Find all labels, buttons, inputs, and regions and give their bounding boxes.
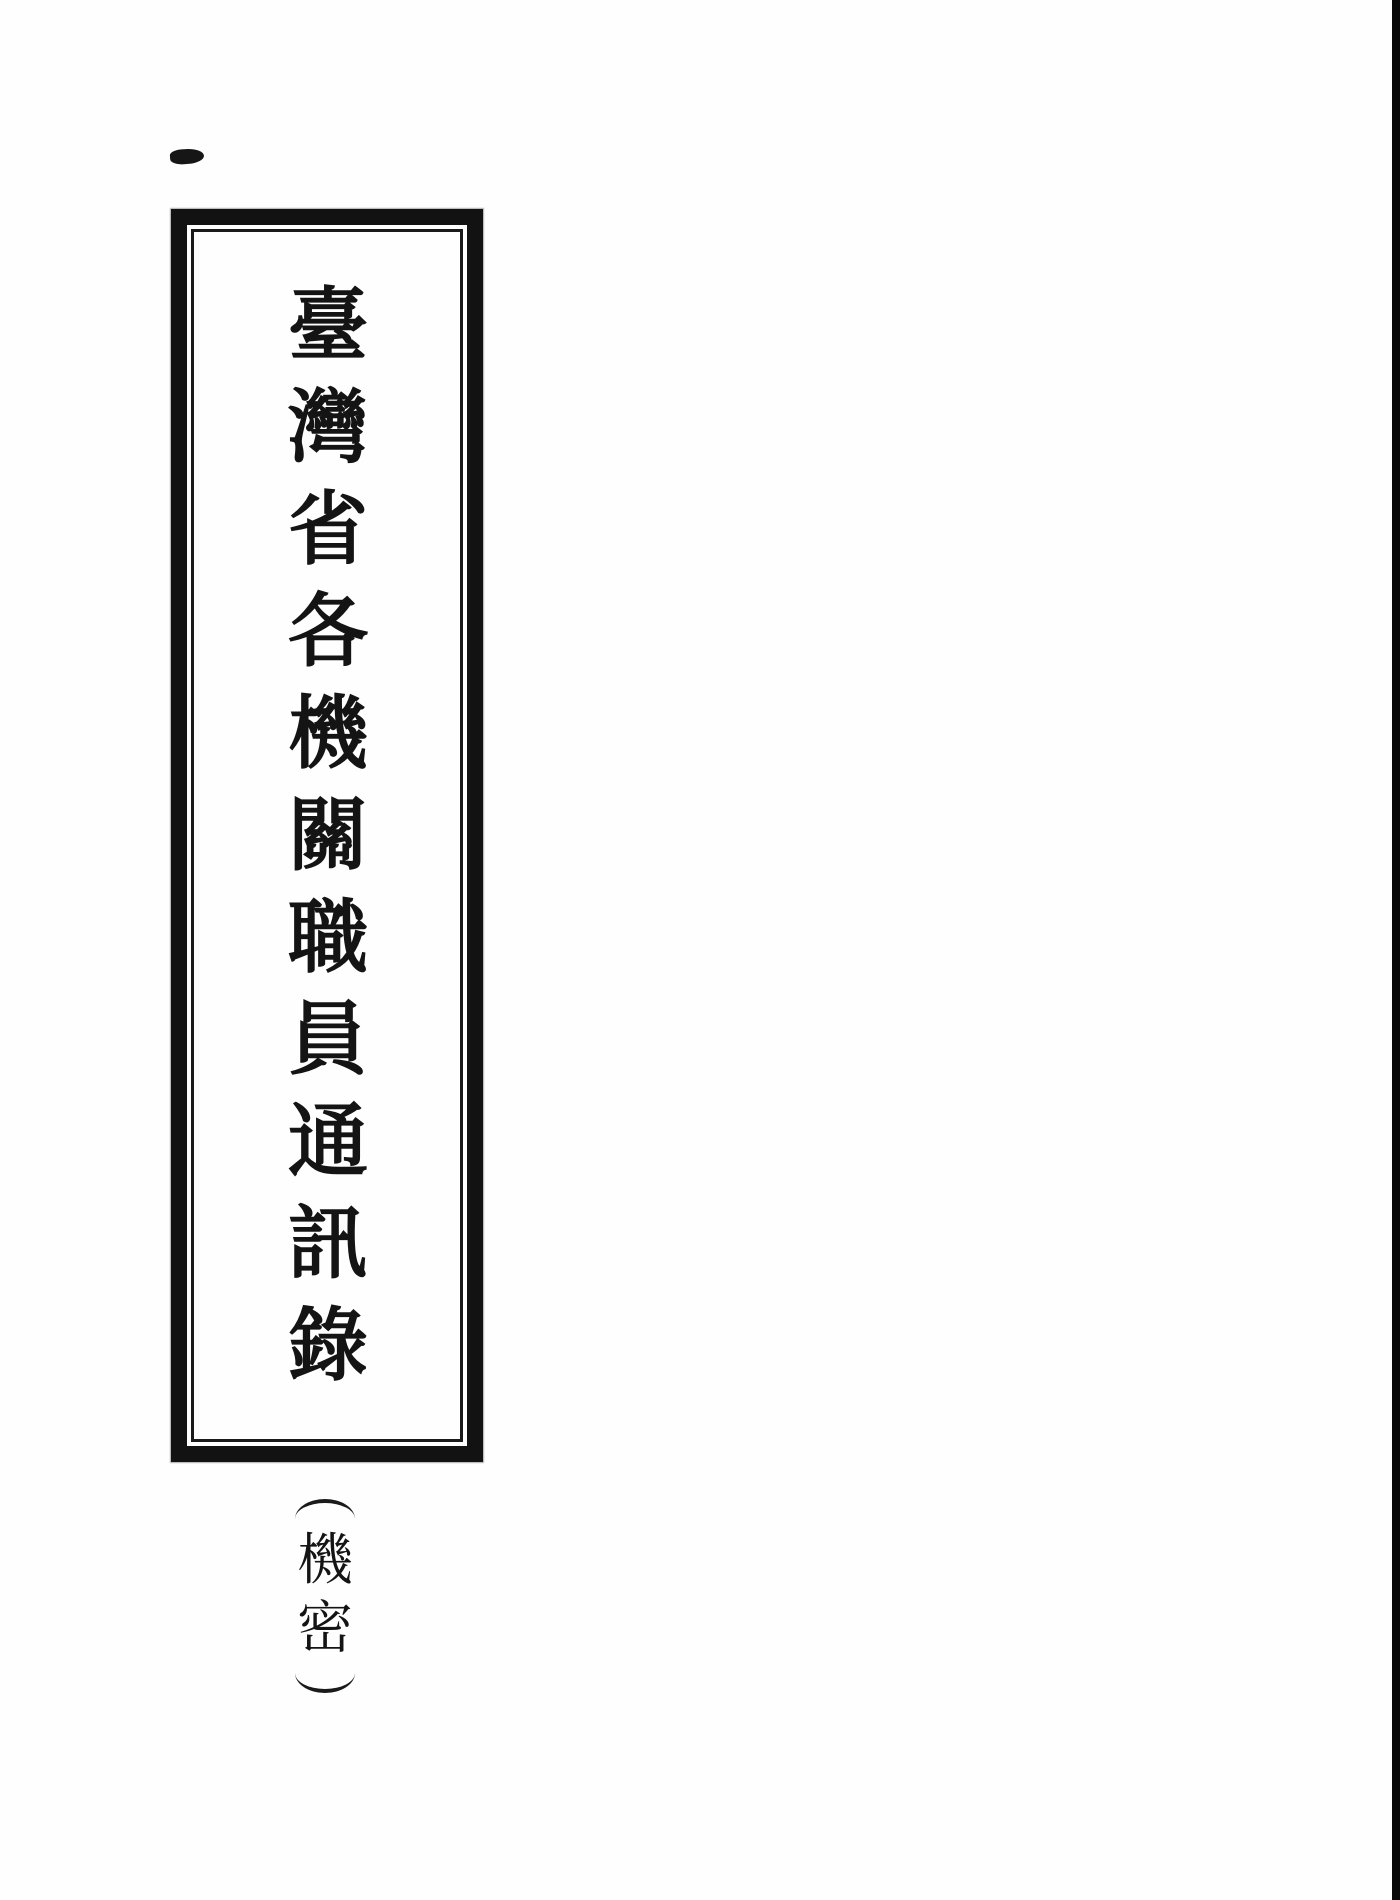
- scan-gutter-strip: [1392, 0, 1400, 1900]
- confidential-marking: [290, 1499, 360, 1693]
- ink-smudge: [170, 148, 205, 165]
- book-title: 臺 灣 省 各 機 關 職 員 通 訊 錄: [288, 278, 368, 1392]
- vertical-paren-open-mark: [295, 1499, 355, 1519]
- confidential-text: 機 密: [297, 1528, 353, 1661]
- vertical-paren-close-mark: [295, 1673, 355, 1693]
